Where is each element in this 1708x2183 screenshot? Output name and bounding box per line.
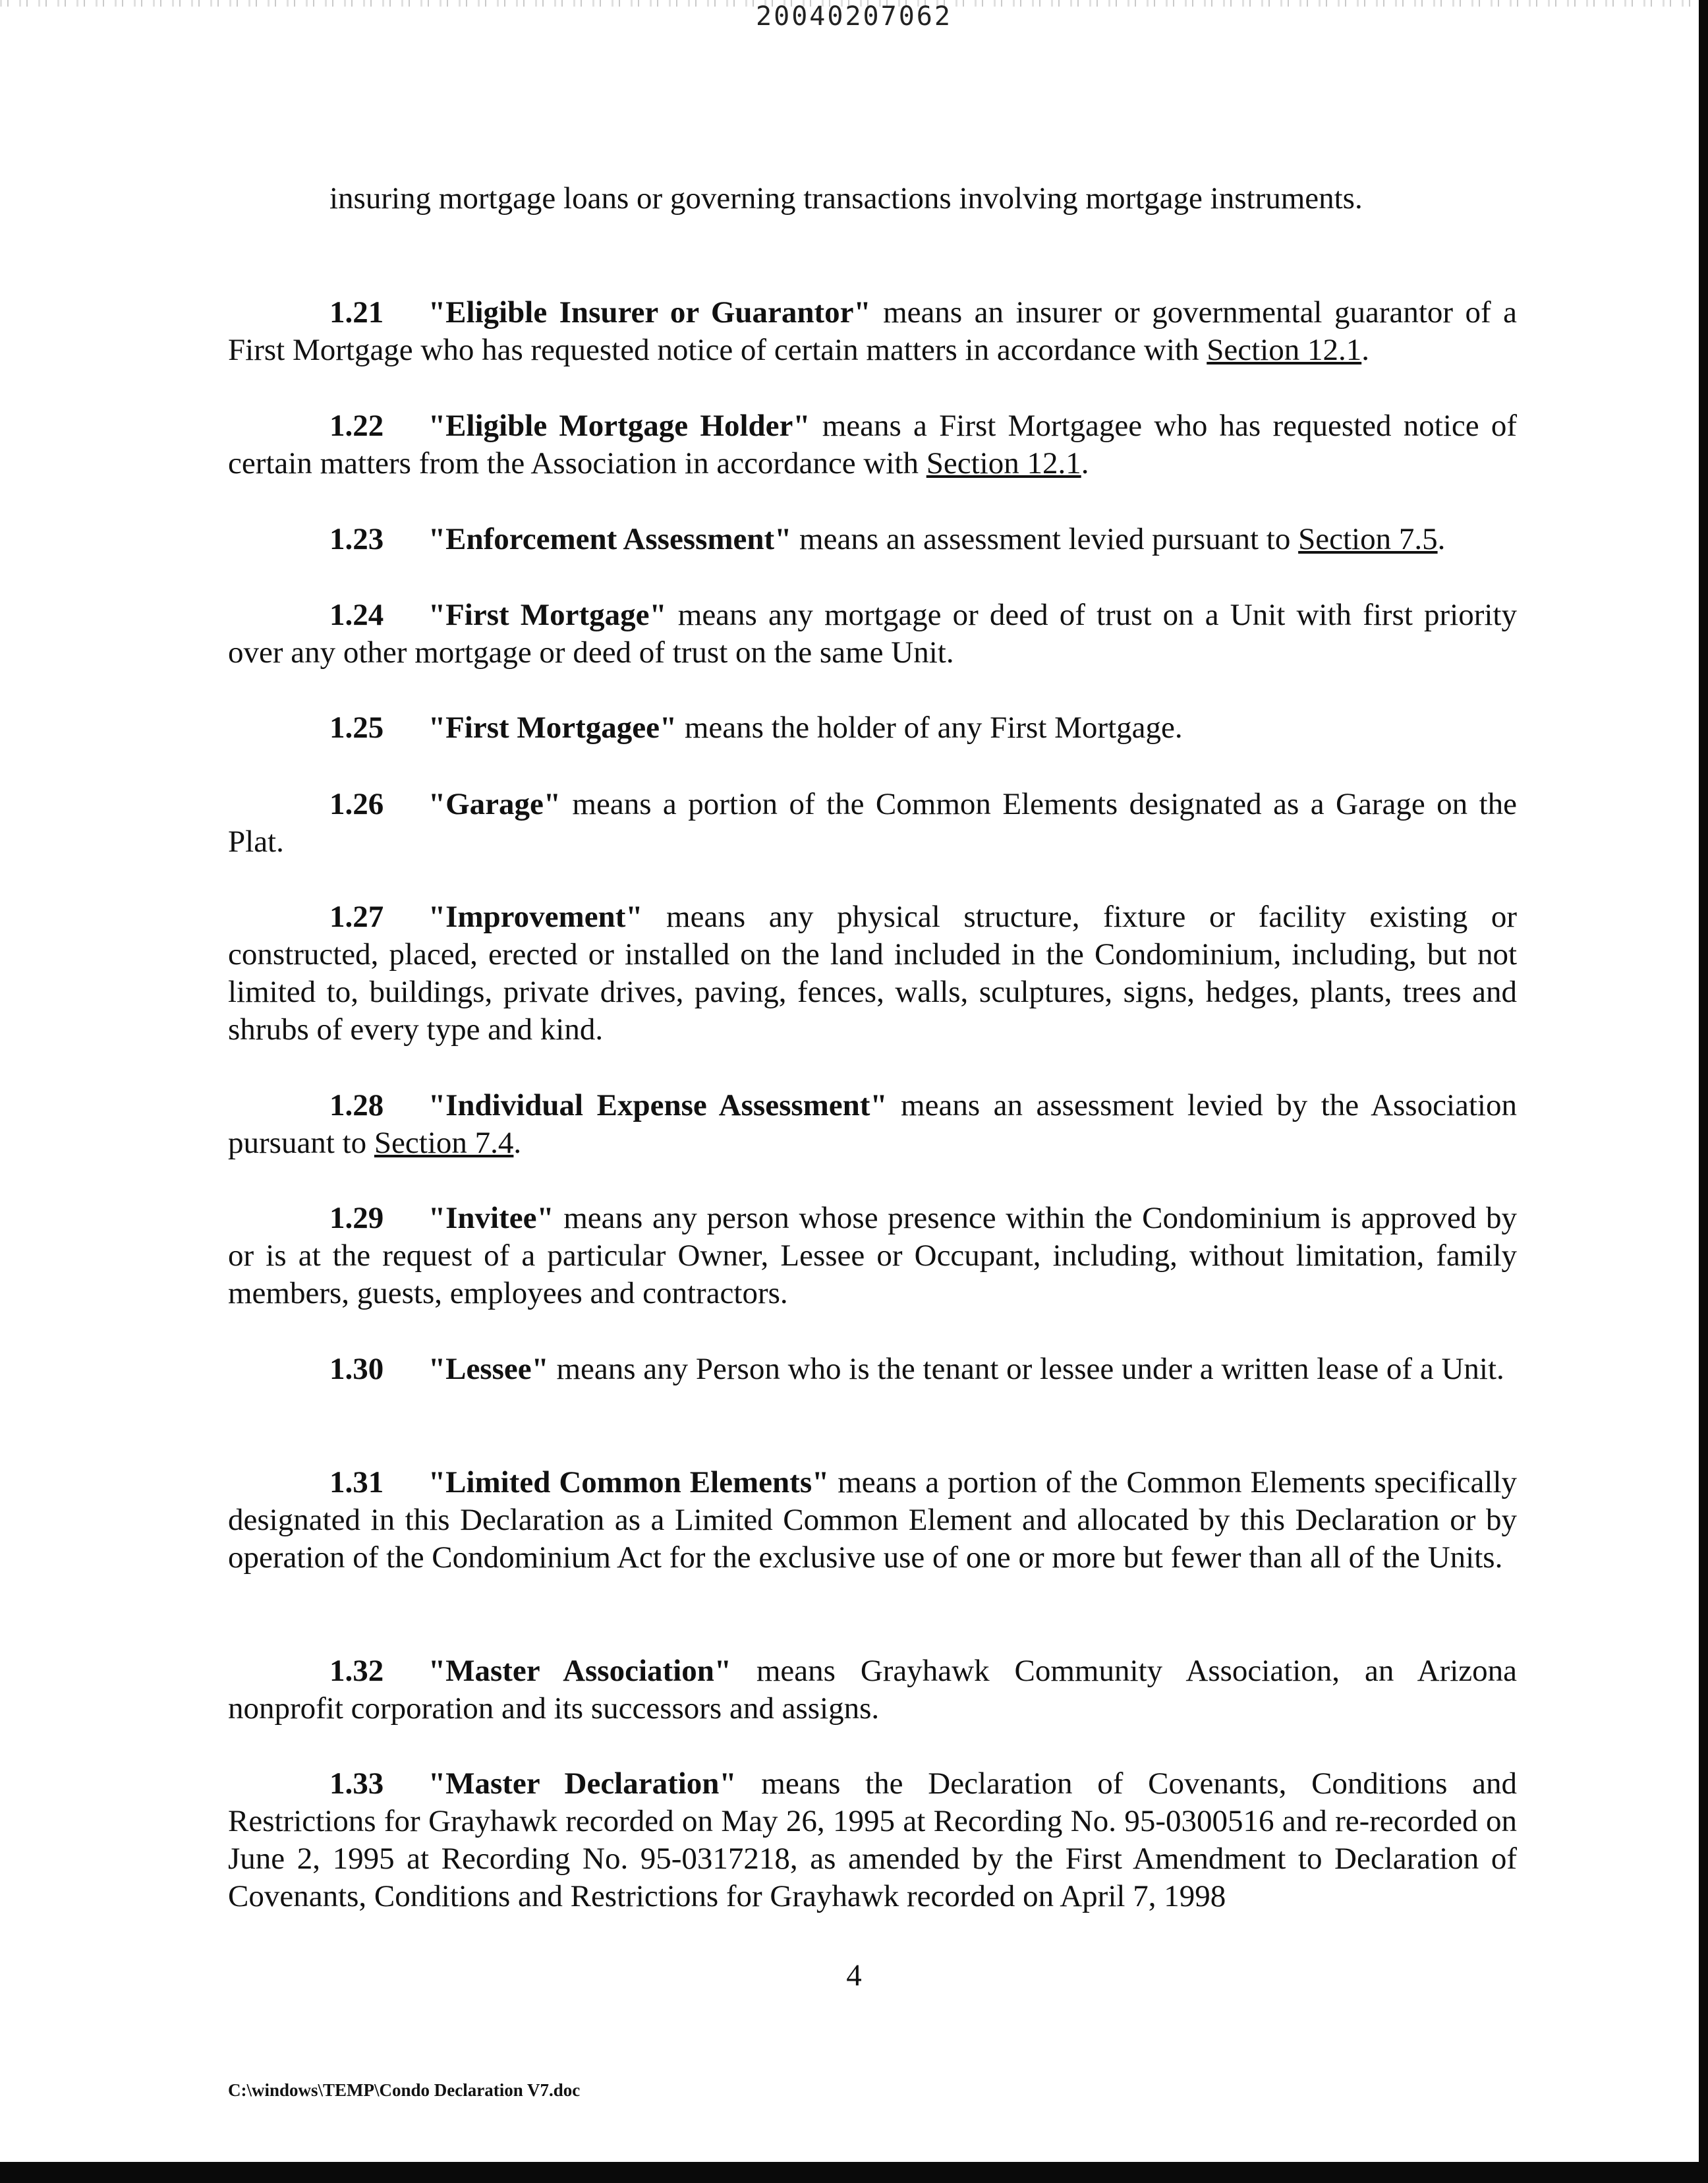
definition-term: "Eligible Insurer or Guarantor" bbox=[428, 295, 871, 330]
recording-number: 20040207062 bbox=[756, 1, 952, 32]
definition-text: means a portion of the Common Elements specifically designated in this Declaration as a Limited Common Element and allocated by this Declaration or by operation of the Condominium Act for the exclusive use of one or more but fewer than all of the Units. bbox=[228, 1465, 1518, 1575]
definition-term: "First Mortgage" bbox=[428, 598, 667, 632]
definition-1-32 bbox=[228, 1652, 1517, 1728]
definition-1-26 bbox=[228, 786, 1517, 861]
section-reference: Section 7.5 bbox=[1298, 522, 1438, 556]
definition-1-29 bbox=[228, 1200, 1517, 1312]
definition-1-33 bbox=[228, 1765, 1517, 1915]
definition-number: 1.32 bbox=[329, 1654, 384, 1688]
section-reference: Section 12.1 bbox=[926, 446, 1081, 480]
definition-number: 1.27 bbox=[329, 900, 384, 934]
page-number: 4 bbox=[846, 1958, 862, 1993]
definition-term: "Master Declaration" bbox=[428, 1766, 737, 1801]
definition-1-21: 1.21 "Eligible Insurer or Guarantor" means an insurer or governmental guarantor of a First Mortgage who has requested notice of certain matters in accordance with Section 12.1. bbox=[228, 295, 1517, 367]
definition-text: means an insurer or governmental guarantor of a First Mortgage who has requested notice of certain matters in accordance with bbox=[228, 295, 1517, 367]
section-reference: Section 12.1 bbox=[1207, 333, 1362, 367]
scan-edge-right bbox=[1699, 0, 1708, 2183]
definition-1-28: 1.28 "Individual Expense Assessment" means an assessment levied by the Association pursuant to Section 7.4. bbox=[228, 1088, 1517, 1160]
definition-number: 1.29 bbox=[329, 1201, 384, 1235]
definition-1-25 bbox=[228, 709, 1517, 747]
definition-number: 1.22 bbox=[329, 409, 384, 443]
definition-text: means an assessment levied by the Association pursuant to bbox=[228, 1088, 1517, 1160]
definition-number: 1.30 bbox=[329, 1352, 384, 1386]
definition-term: "Eligible Mortgage Holder" bbox=[428, 409, 811, 443]
definition-1-30 bbox=[228, 1351, 1517, 1388]
section-reference: Section 7.4 bbox=[374, 1126, 514, 1160]
definition-number: 1.23 bbox=[329, 522, 384, 556]
definition-text: means any Person who is the tenant or lessee under a written lease of a Unit. bbox=[548, 1352, 1504, 1386]
definition-term: "Limited Common Elements" bbox=[428, 1465, 830, 1499]
definition-text: means the holder of any First Mortgage. bbox=[677, 711, 1183, 745]
scan-edge-bottom bbox=[0, 2162, 1708, 2183]
definition-term: "Individual Expense Assessment" bbox=[428, 1088, 888, 1122]
definition-number: 1.25 bbox=[329, 711, 384, 745]
definition-1-22: 1.22 "Eligible Mortgage Holder" means a First Mortgagee who has requested notice of certain matters from the Association in accordance with Section 12.1. bbox=[228, 409, 1517, 480]
definition-term: "Invitee" bbox=[428, 1201, 554, 1235]
definition-term: "Enforcement Assessment" bbox=[428, 522, 792, 556]
definition-text: means an assessment levied pursuant to bbox=[791, 522, 1299, 556]
definition-1-27 bbox=[228, 898, 1517, 1049]
definition-text: means a First Mortgagee who has requested notice of certain matters from the Association in accordance with bbox=[228, 409, 1517, 480]
definition-term: "Lessee" bbox=[428, 1352, 549, 1386]
definition-text: means the Declaration of Covenants, Conditions and Restrictions for Grayhawk recorded on May 26, 1995 at Recording No. 95-0300516 and re-recorded on June 2, 1995 at Recording No. 95-0317218, as amended by the First Amendment to Declaration of Covenants, Conditions and Restrictions for Grayhawk recorded on April 7, 1998 bbox=[228, 1766, 1517, 1913]
definition-text: means any person whose presence within the Condominium is approved by or is at the request of a particular Owner, Lessee or Occupant, including, without limitation, family members, guests, employees and contractors. bbox=[228, 1201, 1517, 1310]
definition-1-31 bbox=[228, 1464, 1517, 1577]
definition-number: 1.28 bbox=[329, 1088, 384, 1122]
definition-text: means any physical structure, fixture or facility existing or constructed, placed, erected or installed on the land included in the Condominium, including, but not limited to, buildings, private drives, paving, fences, walls, sculptures, signs, hedges, plants, trees and shrubs of every type and kind. bbox=[228, 900, 1517, 1047]
intro-paragraph: insuring mortgage loans or governing transactions involving mortgage instruments. bbox=[329, 181, 1363, 216]
definition-number: 1.21 bbox=[329, 295, 384, 330]
definition-text: means any mortgage or deed of trust on a Unit with first priority over any other mortgage or deed of trust on the same Unit. bbox=[228, 598, 1517, 670]
definition-1-24 bbox=[228, 597, 1517, 672]
definition-text: means Grayhawk Community Association, an Arizona nonprofit corporation and its successors and assigns. bbox=[228, 1654, 1518, 1726]
definition-term: "Master Association" bbox=[428, 1654, 731, 1688]
file-path-footer: C:\windows\TEMP\Condo Declaration V7.doc bbox=[228, 2080, 581, 2100]
definition-number: 1.26 bbox=[329, 787, 384, 821]
definition-term: "First Mortgagee" bbox=[428, 711, 677, 745]
definition-number: 1.24 bbox=[329, 598, 384, 632]
definition-1-23: 1.23 "Enforcement Assessment" means an assessment levied pursuant to Section 7.5. bbox=[228, 521, 1517, 558]
definition-number: 1.31 bbox=[329, 1465, 384, 1499]
definition-text: means a portion of the Common Elements designated as a Garage on the Plat. bbox=[228, 787, 1517, 859]
definition-number: 1.33 bbox=[329, 1766, 384, 1801]
definition-term: "Garage" bbox=[428, 787, 561, 821]
definition-term: "Improvement" bbox=[428, 900, 643, 934]
